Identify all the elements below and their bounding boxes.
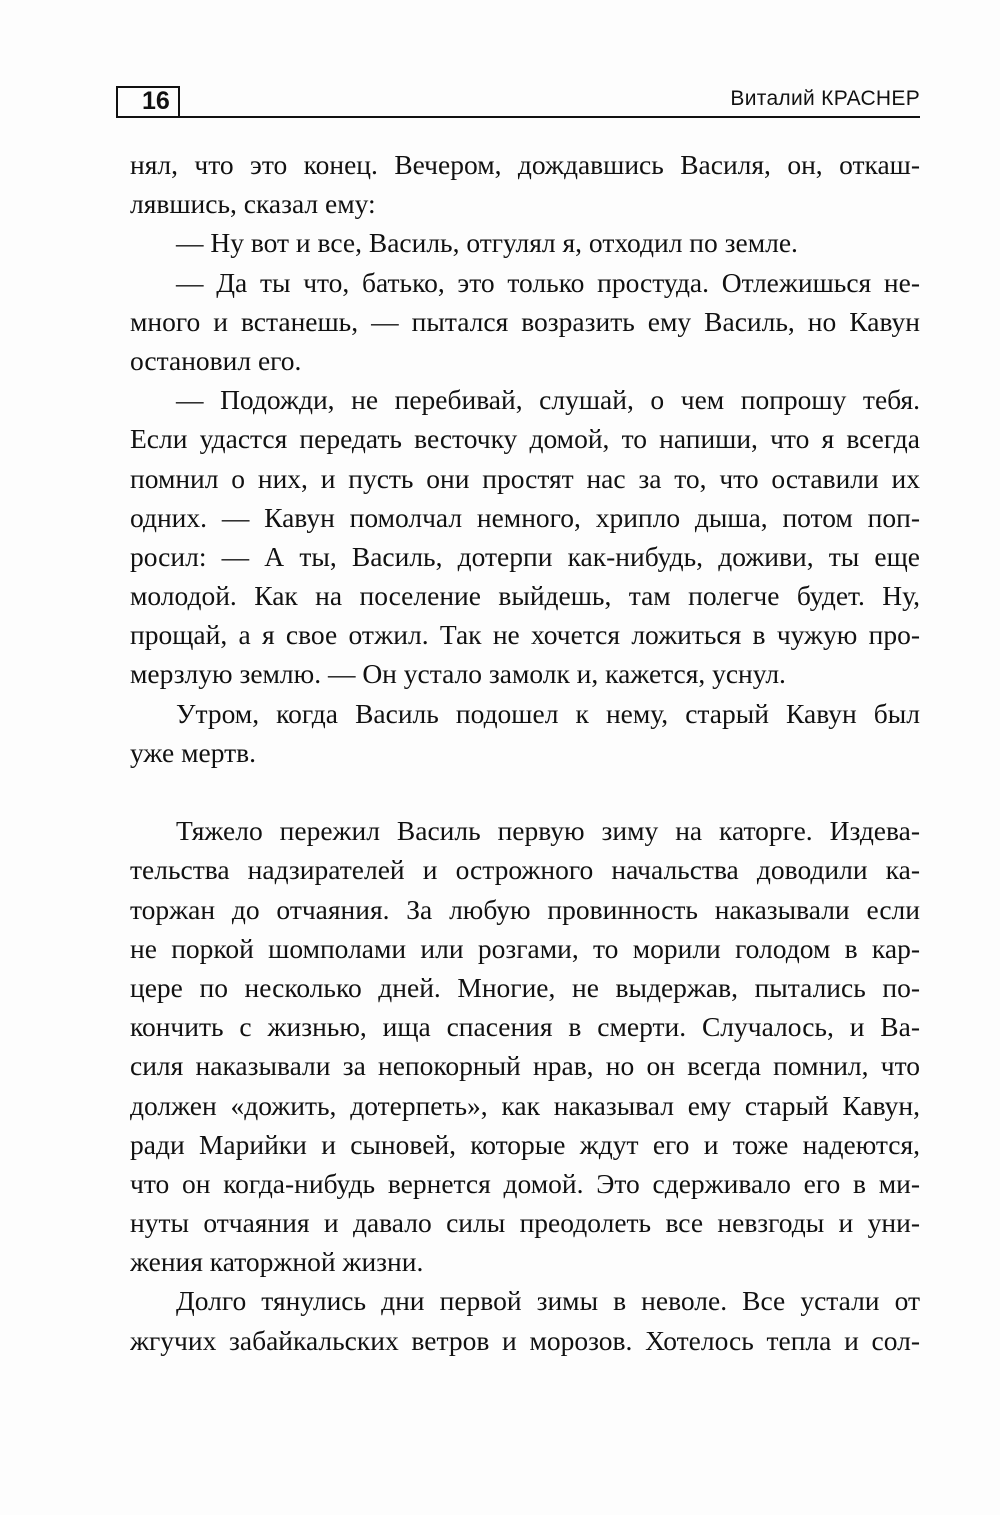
text-line: — Да ты что, батько, это только простуда. Отлежишься не- — [176, 266, 920, 298]
text-line: цере по несколько дней. Многие, не выдержав, пытались по- — [130, 971, 920, 1003]
text-line: Если удастся передать весточку домой, то напиши, что я всегда — [130, 423, 920, 455]
text-line: — Подожди, не перебивай, слушай, о чем попрошу тебя. — [176, 384, 920, 416]
text-line: много и встанешь, — пытался возразить ему Василь, но Кавун — [130, 305, 920, 337]
text-line: молодой. Как на поселение выйдешь, там полегче будет. Ну, — [130, 580, 920, 612]
text-line: уже мертв. — [130, 736, 256, 768]
text-line: нуты отчаяния и давало силы преодолеть все невзгоды и уни- — [130, 1207, 920, 1239]
text-line: помнил о них, и пусть они простят нас за то, что оставили их — [130, 462, 920, 494]
text-line: росил: — А ты, Василь, дотерпи как-нибудь, доживи, ты еще — [130, 540, 920, 572]
text-line: торжан до отчаяния. За любую провинность наказывали если — [130, 893, 920, 925]
text-line: ради Марийки и сыновей, которые ждут его и тоже надеются, — [130, 1128, 920, 1160]
text-line: — Ну вот и все, Василь, отгулял я, отходил по земле. — [176, 227, 798, 259]
text-line: одних. — Кавун помолчал немного, хрипло дыша, потом поп- — [130, 501, 920, 533]
text-line: Утром, когда Василь подошел к нему, старый Кавун был — [176, 697, 920, 729]
text-line: должен «дожить, дотерпеть», как наказывал ему старый Кавун, — [130, 1089, 920, 1121]
text-line: прощай, а я свое отжил. Так не хочется ложиться в чужую про- — [130, 619, 920, 651]
page-header — [116, 86, 920, 118]
text-line: что он когда-нибудь вернется домой. Это сдерживало его в ми- — [130, 1167, 920, 1199]
text-line: Долго тянулись дни первой зимы в неволе. Все устали от — [176, 1285, 920, 1317]
text-line: кончить с жизнью, ища спасения в смерти. Случалось, и Ва- — [130, 1011, 920, 1043]
text-line: не поркой шомполами или розгами, то морили голодом в кар- — [130, 932, 920, 964]
body-text — [130, 145, 920, 1360]
header-rule — [116, 116, 920, 118]
section-break — [130, 772, 920, 811]
text-line: Тяжело пережил Василь первую зиму на каторге. Издева- — [176, 815, 920, 847]
text-line: мерзлую землю. — Он устало замолк и, кажется, уснул. — [130, 658, 786, 690]
text-line: тельства надзирателей и острожного начальства доводили ка- — [130, 854, 920, 886]
text-line: остановил его. — [130, 344, 302, 376]
text-line: лявшись, сказал ему: — [130, 188, 376, 220]
text-line: жгучих забайкальских ветров и морозов. Хотелось тепла и сол- — [130, 1324, 920, 1356]
running-head-author: Виталий КРАСНЕР — [730, 87, 920, 110]
page-number: 16 — [142, 87, 170, 115]
text-line: силя наказывали за непокорный нрав, но он всегда помнил, что — [130, 1050, 920, 1082]
text-line: нял, что это конец. Вечером, дождавшись Василя, он, откаш- — [130, 149, 920, 180]
text-line: жения каторжной жизни. — [130, 1246, 424, 1278]
